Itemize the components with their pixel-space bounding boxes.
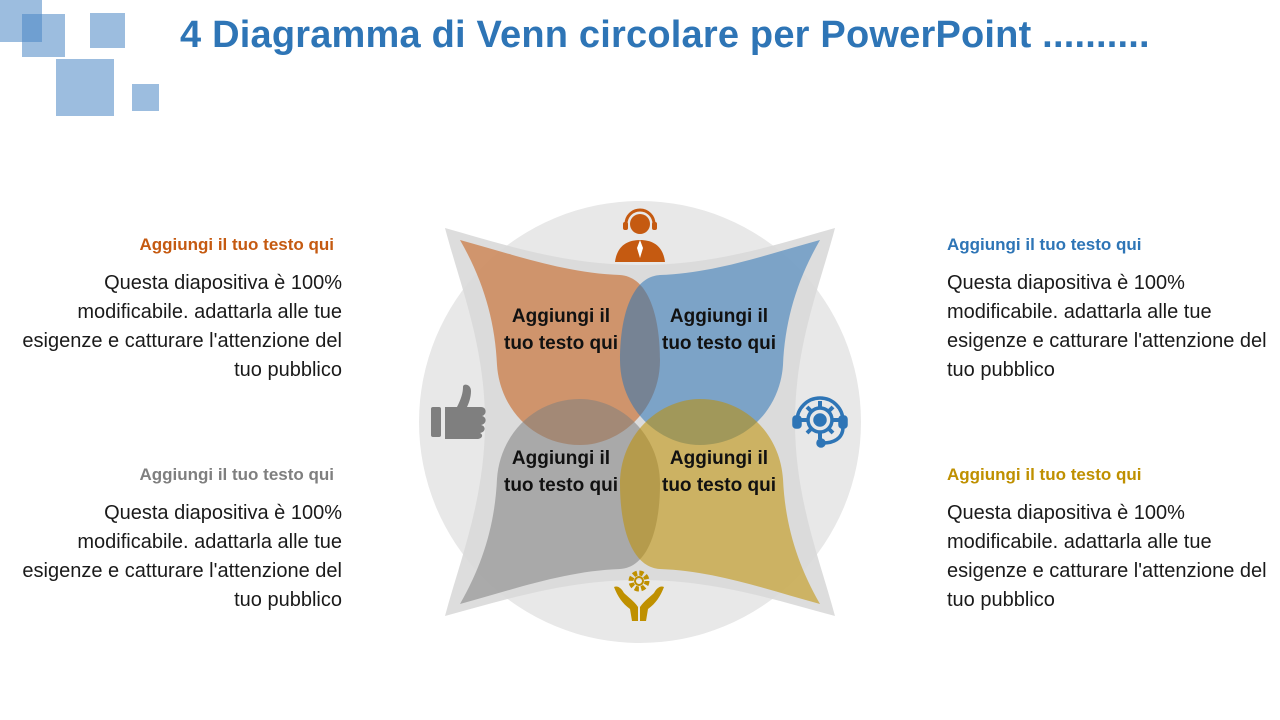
block-body: Questa diapositiva è 100% modificabile. adattarla alle tue esigenze e catturare l'attenzione del tuo pubblico (947, 272, 1267, 381)
petal-label-line: Aggiungi il (669, 306, 769, 327)
petal-label-line: tuo testo qui (504, 333, 618, 354)
decor-square (56, 59, 114, 116)
text-block-top-left (12, 235, 342, 385)
venn-diagram (405, 195, 875, 655)
petal-label-bottom-left (491, 445, 631, 499)
decor-square (22, 14, 65, 57)
block-heading: Aggiungi il tuo testo qui (139, 465, 334, 484)
text-block-bottom-right (947, 465, 1277, 615)
block-heading: Aggiungi il tuo testo qui (947, 235, 1142, 254)
petal-label-top-right (649, 303, 789, 357)
block-body: Questa diapositiva è 100% modificabile. adattarla alle tue esigenze e catturare l'attenzione del tuo pubblico (947, 502, 1267, 611)
petal-label-line: tuo testo qui (662, 475, 776, 496)
petal-label-top-left (491, 303, 631, 357)
petal-label-line: Aggiungi il (669, 448, 769, 469)
petal-label-line: Aggiungi il (511, 448, 611, 469)
page-title: 4 Diagramma di Venn circolare per PowerPoint .......... (180, 14, 1150, 56)
petal-label-line: tuo testo qui (662, 333, 776, 354)
text-block-top-right (947, 235, 1277, 385)
block-heading: Aggiungi il tuo testo qui (139, 235, 334, 254)
petal-label-line: Aggiungi il (511, 306, 611, 327)
block-heading: Aggiungi il tuo testo qui (947, 465, 1142, 484)
petal-label-bottom-right (649, 445, 789, 499)
block-body: Questa diapositiva è 100% modificabile. adattarla alle tue esigenze e catturare l'attenzione del tuo pubblico (22, 502, 342, 611)
decor-square (132, 84, 159, 111)
decor-square (90, 13, 125, 48)
petal-label-line: tuo testo qui (504, 475, 618, 496)
text-block-bottom-left (12, 465, 342, 615)
block-body: Questa diapositiva è 100% modificabile. adattarla alle tue esigenze e catturare l'attenzione del tuo pubblico (22, 272, 342, 381)
venn-diagram-svg (405, 195, 875, 655)
